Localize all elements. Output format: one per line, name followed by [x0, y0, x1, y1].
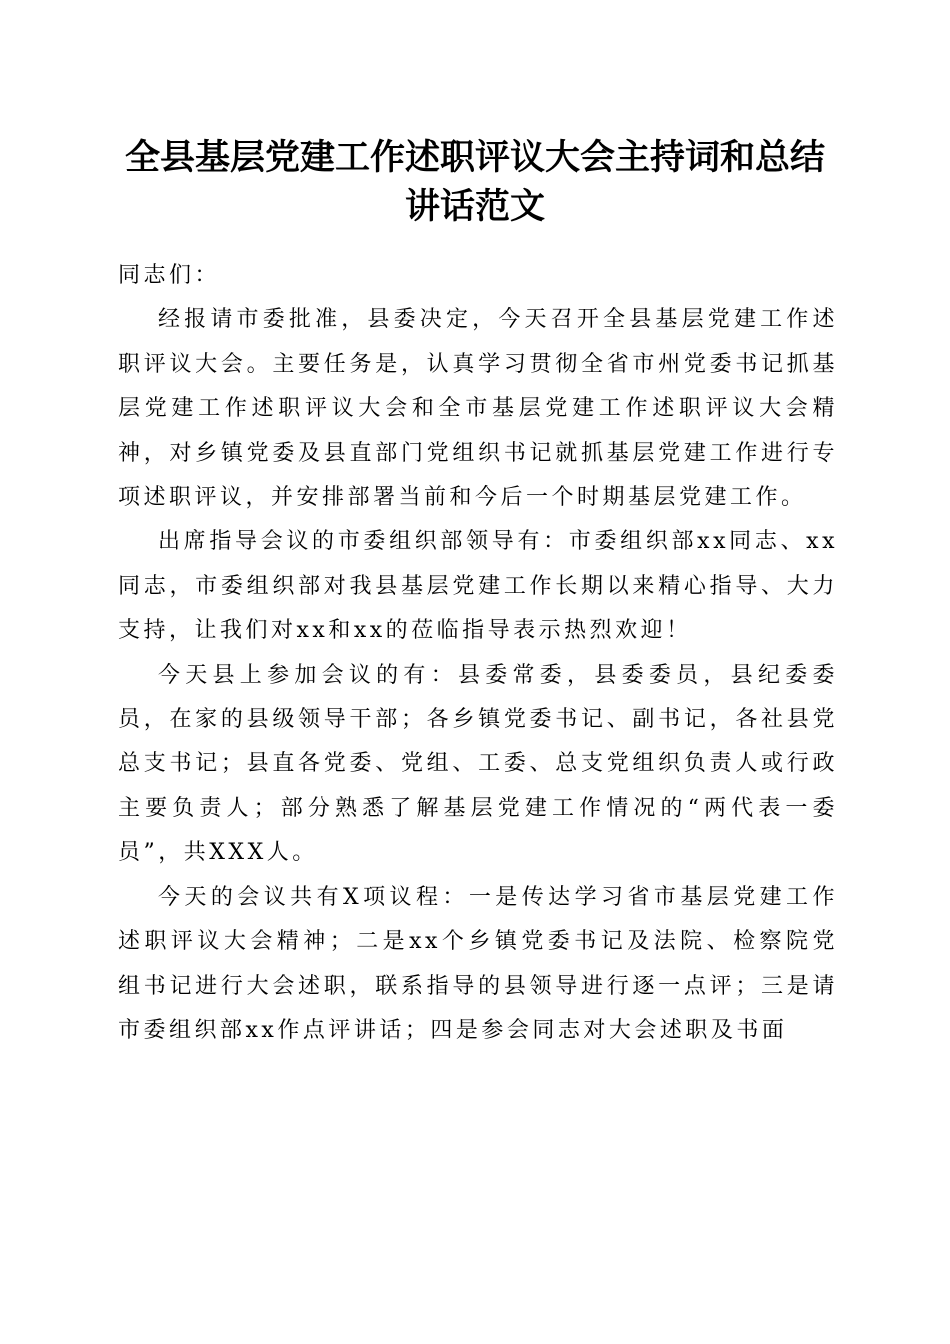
paragraph-attending-leaders: 出席指导会议的市委组织部领导有：市委组织部xx同志、xx同志，市委组织部对我县基层党建工作长期以来精心指导、大力支持，让我们对xx和xx的莅临指导表示热烈欢迎！	[118, 529, 838, 644]
document-body	[118, 254, 838, 1053]
paragraph-agenda: 今天的会议共有X项议程：一是传达学习省市基层党建工作述职评议大会精神；二是xx个乡镇党委书记及法院、检察院党组书记进行大会述职，联系指导的县领导进行逐一点评；三是请市委组织部xx作点评讲话；四是参会同志对大会述职及书面	[118, 884, 838, 1043]
title-line-1: 全县基层党建工作述职评议大会主持词和总结	[124, 137, 825, 178]
paragraph-participants: 今天县上参加会议的有：县委常委，县委委员，县纪委委员，在家的县级领导干部；各乡镇党委书记、副书记，各社县党总支书记；县直各党委、党组、工委、总支党组织负责人或行政主要负责人；部分熟悉了解基层党建工作情况的“两代表一委员”，共XXX人。	[118, 662, 838, 866]
paragraph-meeting-purpose: 经报请市委批准，县委决定，今天召开全县基层党建工作述职评议大会。主要任务是，认真学习贯彻全省市州党委书记抓基层党建工作述职评议大会和全市基层党建工作述职评议大会精神，对乡镇党委及县直部门党组织书记就抓基层党建工作进行专项述职评议，并安排部署当前和今后一个时期基层党建工作。	[118, 307, 838, 511]
salutation: 同志们：	[118, 263, 221, 288]
title-line-2: 讲话范文	[404, 186, 545, 227]
document-title	[95, 133, 855, 231]
